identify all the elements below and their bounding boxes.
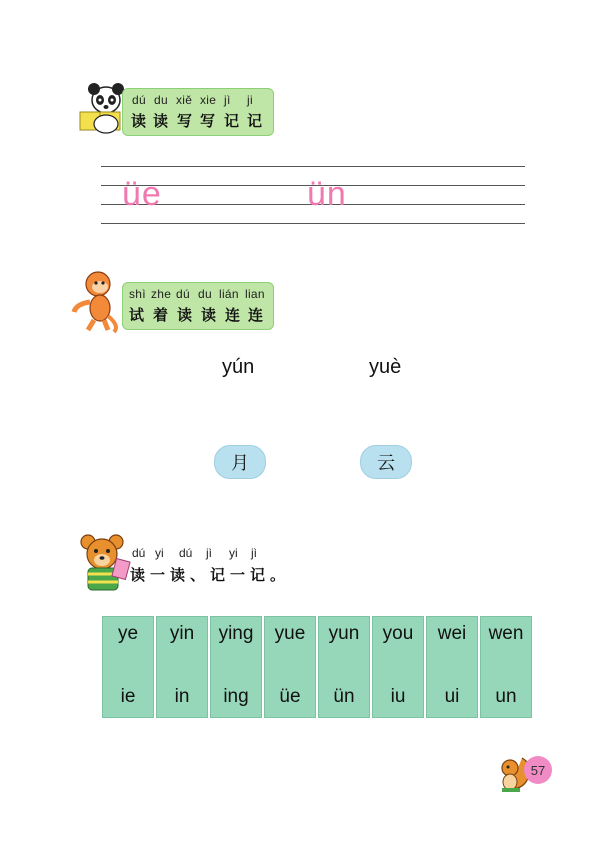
- writing-line: [101, 166, 525, 167]
- card-bottom-final: üe: [279, 686, 301, 707]
- syllable-card: [372, 616, 424, 718]
- section3-title: 读一读、记一记。: [130, 566, 291, 584]
- section1-header: dú du xiě xie jì ji 读 读 写 写 记 记: [122, 88, 274, 136]
- syllable-card: [318, 616, 370, 718]
- syllable-card: [264, 616, 316, 718]
- card-top-syllable: ying: [218, 623, 254, 644]
- card-bottom-final: iu: [390, 686, 406, 707]
- card-bottom-final: ün: [333, 686, 355, 707]
- pinyin-word-yun: yún: [222, 356, 255, 378]
- character-oval-yun[interactable]: 云: [360, 445, 412, 479]
- pink-word-un: ün: [307, 175, 347, 213]
- pink-word-ue: üe: [122, 175, 162, 213]
- pinyin-word-yue: yuè: [369, 356, 402, 378]
- monkey-illustration: [70, 268, 130, 334]
- card-top-syllable: yue: [274, 623, 306, 644]
- section3-pinyin: dú yi dú jì yi jì: [132, 546, 257, 560]
- card-bottom-final: in: [174, 686, 190, 707]
- character-oval-yue[interactable]: 月: [214, 445, 266, 479]
- card-top-syllable: ye: [117, 623, 139, 644]
- section2-header: shì zhe dú du lián lian 试 着 读 读 连 连: [122, 282, 274, 330]
- bear-illustration: [74, 532, 136, 594]
- syllable-card: [426, 616, 478, 718]
- card-bottom-final: ui: [444, 686, 460, 707]
- card-top-syllable: wei: [437, 623, 467, 644]
- card-top-syllable: yun: [328, 623, 360, 644]
- writing-line: [101, 223, 525, 224]
- card-bottom-final: ing: [223, 686, 249, 707]
- card-bottom-final: un: [495, 686, 517, 707]
- card-top-syllable: you: [382, 623, 414, 644]
- syllable-card: [156, 616, 208, 718]
- syllable-card: [480, 616, 532, 718]
- card-top-syllable: yin: [169, 623, 195, 644]
- card-bottom-final: ie: [120, 686, 136, 707]
- syllable-card: [102, 616, 154, 718]
- page-number: 57: [524, 756, 552, 784]
- syllable-card: [210, 616, 262, 718]
- card-top-syllable: wen: [488, 623, 524, 644]
